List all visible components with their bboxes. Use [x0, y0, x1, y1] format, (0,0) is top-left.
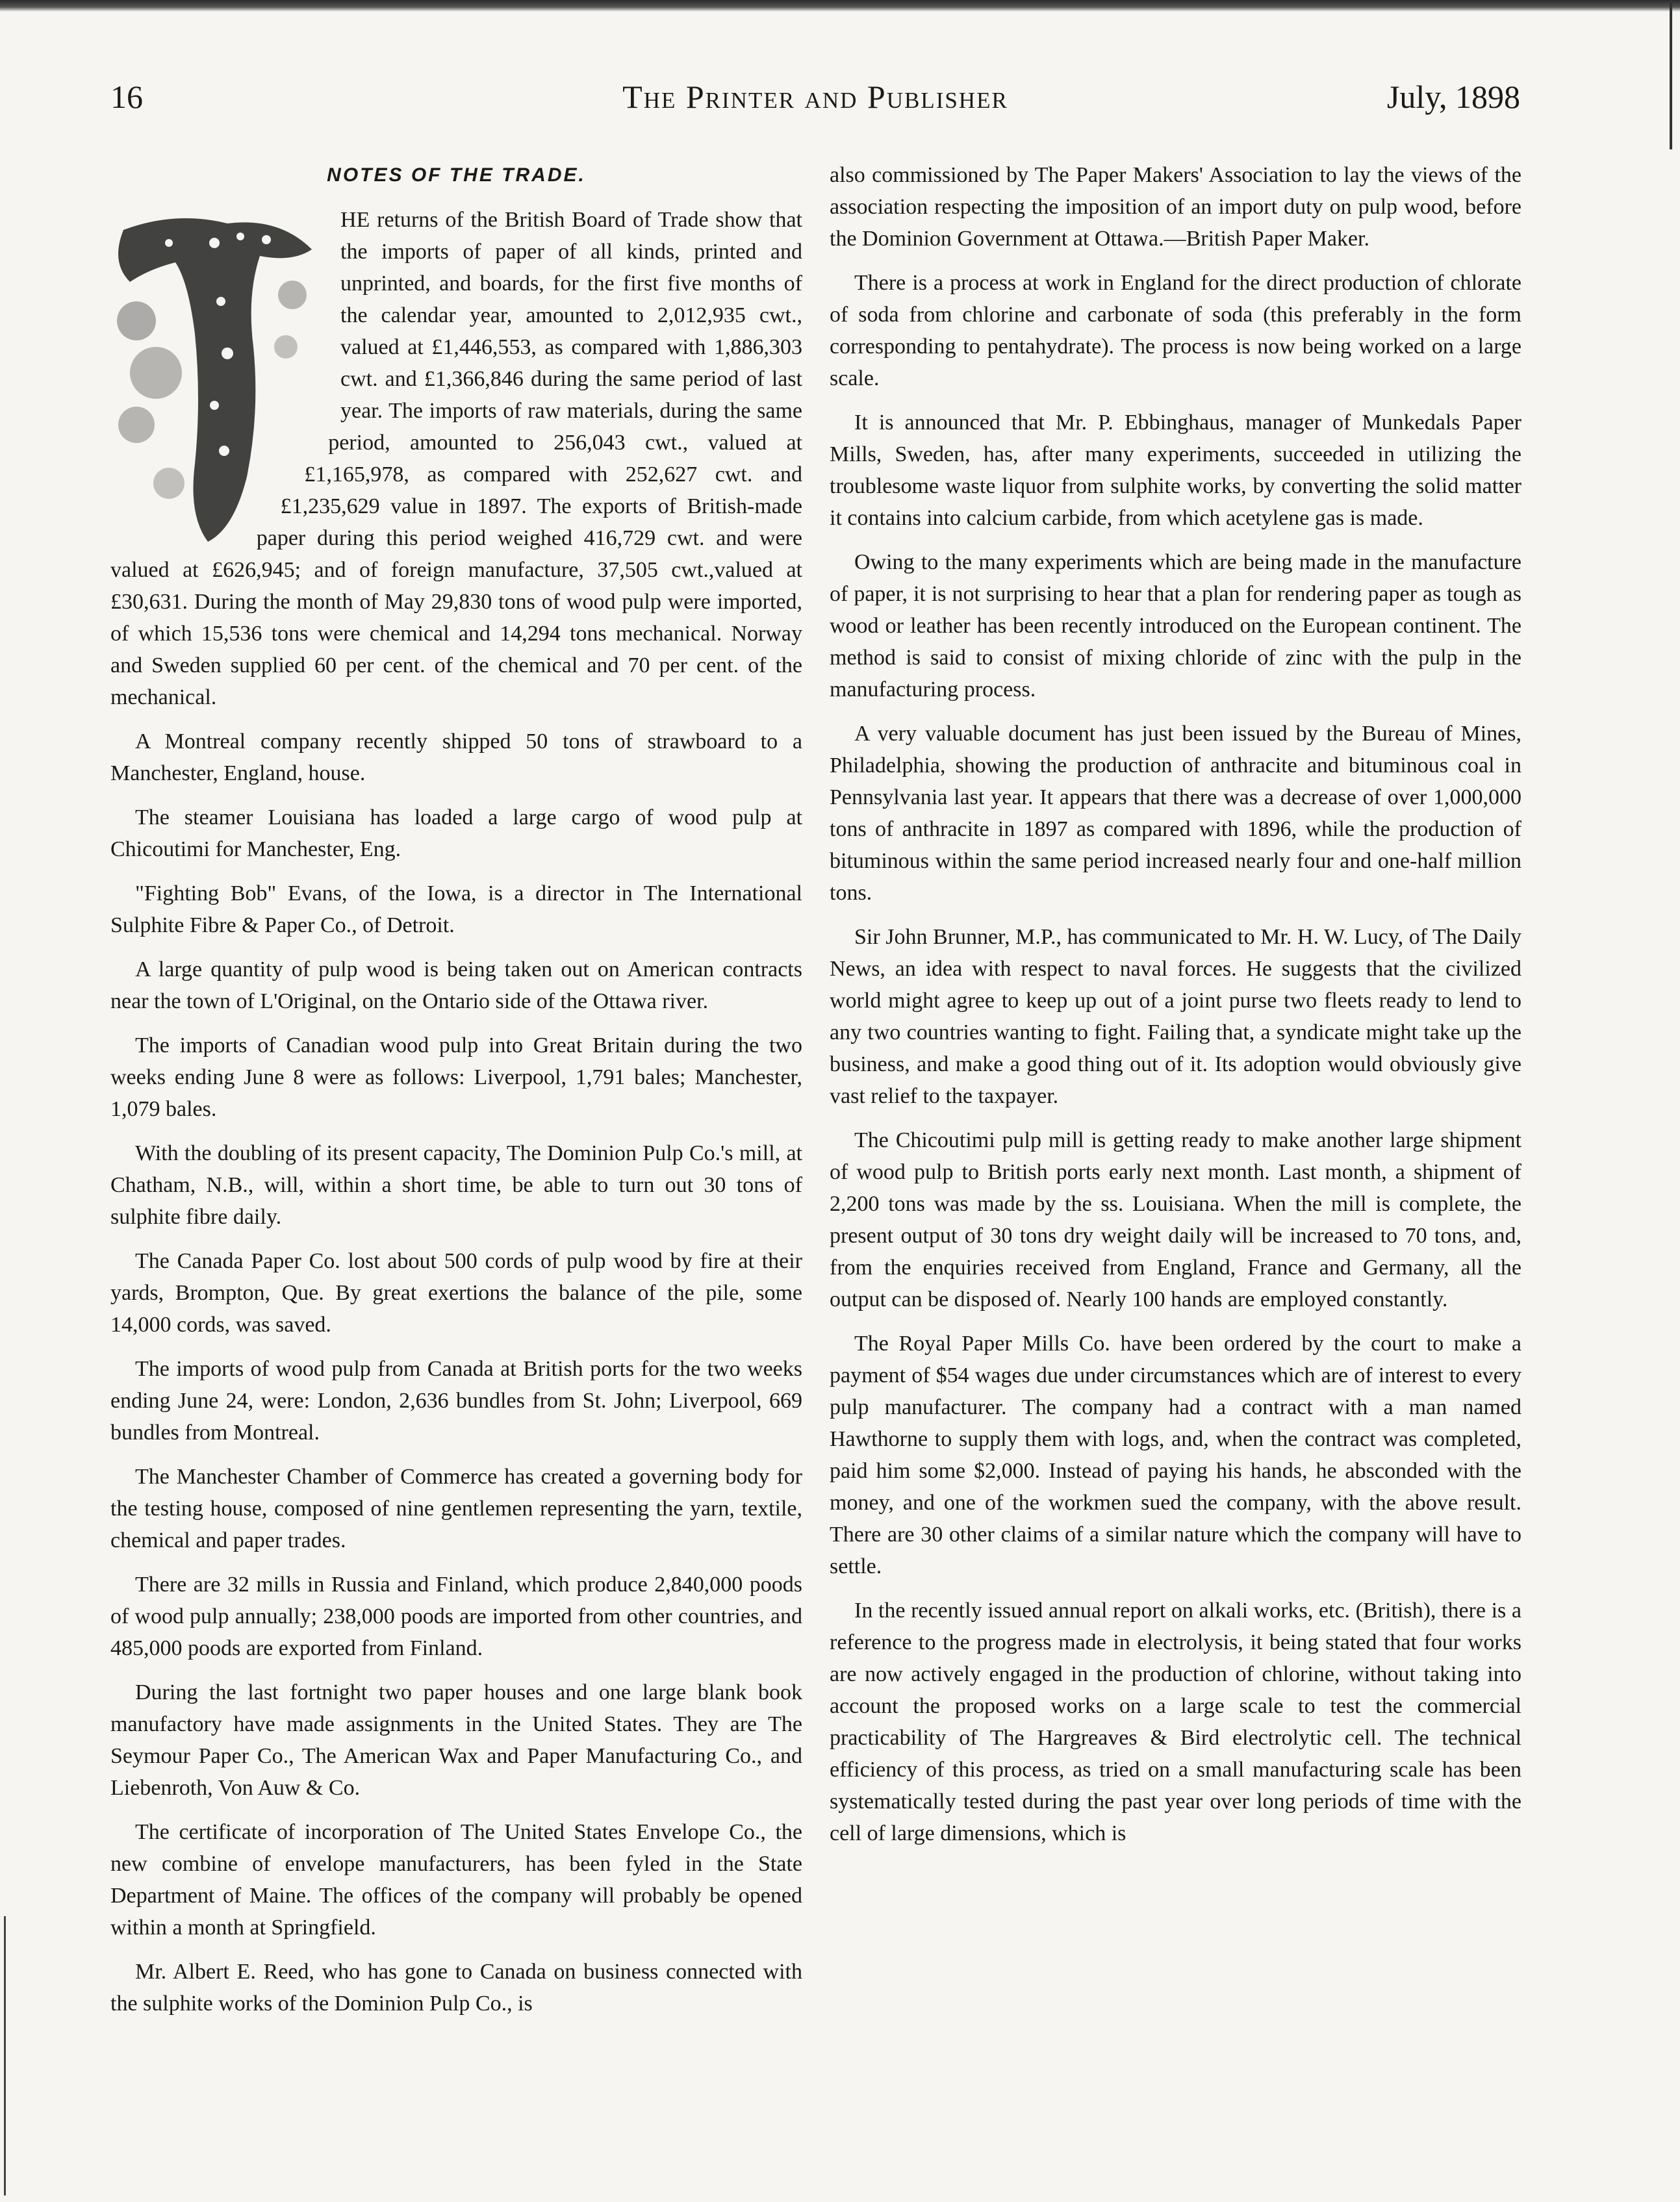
paragraph: The steamer Louisiana has loaded a large cargo of wood pulp at Chicoutimi for Manchester, Eng.	[110, 805, 802, 861]
right-edge-rule	[1670, 0, 1672, 149]
paragraph: A very valuable document has just been issued by the Bureau of Mines, Philadelphia, showing the production of anthracite and bituminous coal in Pennsylvania last year. It appears that there was a decrease of over 1,000,000 tons of anthracite in 1897 as compared with 1896, while the production of bituminous within the same period increased nearly four and one-half million tons.	[830, 722, 1521, 905]
paragraph: It is announced that Mr. P. Ebbinghaus, manager of Munkedals Paper Mills, Sweden, has, after many experiments, succeeded in utilizing the troublesome waste liquor from sulphite works, by converting the solid matter it contains into calcium carbide, from which acetylene gas is made.	[830, 411, 1521, 530]
paragraph: There is a process at work in England for the direct production of chlorate of soda from chlorine and carbonate of soda (this preferably in the form corresponding to pentahydrate). The process is now being worked on a large scale.	[830, 271, 1521, 390]
paragraph: The Manchester Chamber of Commerce has created a governing body for the testing house, composed of nine gentlemen representing the yarn, textile, chemical and paper trades.	[110, 1465, 802, 1552]
paragraph: A large quantity of pulp wood is being taken out on American contracts near the town of L'Original, on the Ontario side of the Ottawa river.	[110, 957, 802, 1013]
paragraph: The Royal Paper Mills Co. have been ordered by the court to make a payment of $54 wages due under circumstances which are of interest to every pulp manufacturer. The company had a contract with a man named Hawthorne to supply them with logs, and, when the contract was completed, paid him some $2,000. Instead of paying his hands, he absconded with the money, and one of the workmen sued the company, with the above result. There are 30 other claims of a similar nature which the company will have to settle.	[830, 1332, 1521, 1578]
paragraph: With the doubling of its present capacity, The Dominion Pulp Co.'s mill, at Chatham, N.B., will, within a short time, be able to turn out 30 tons of sulphite fibre daily.	[110, 1141, 802, 1229]
paragraph: A Montreal company recently shipped 50 tons of strawboard to a Manchester, England, house.	[110, 729, 802, 785]
paragraph: The Canada Paper Co. lost about 500 cords of pulp wood by fire at their yards, Brompton, Que. By great exertions the balance of the pile, some 14,000 cords, was saved.	[110, 1249, 802, 1337]
left-edge-rule	[4, 1916, 6, 2196]
paragraph: The Chicoutimi pulp mill is getting ready to make another large shipment of wood pulp to British ports early next month. Last month, a shipment of 2,200 tons was made by the ss. Louisiana. When the mill is complete, the present output of 30 tons dry weight daily will be increased to 70 tons, and, from the enquiries received from England, France and Germany, all the output can be disposed of. Nearly 100 hands are employed constantly.	[830, 1128, 1521, 1311]
paragraph: also commissioned by The Paper Makers' Association to lay the views of the association respecting the imposition of an import duty on pulp wood, before the Dominion Government at Ottawa.—British Paper Maker.	[830, 163, 1521, 251]
top-edge-rule	[0, 0, 1680, 12]
issue-date: July, 1898	[1386, 79, 1520, 115]
paragraph: The imports of wood pulp from Canada at British ports for the two weeks ending June 24, were: London, 2,636 bundles from St. John; Liverpool, 669 bundles from Montreal.	[110, 1357, 802, 1445]
running-header	[110, 78, 1520, 123]
paragraph: The certificate of incorporation of The United States Envelope Co., the new combine of envelope manufacturers, has been fyled in the State Department of Maine. The offices of the company will probably be opened within a month at Springfield.	[110, 1820, 802, 1940]
paragraph: HE returns of the British Board of Trade show that the imports of paper of all kinds, printed and unprinted, and boards, for the first five months of the calendar year, amounted to 2,012,935 cwt., valued at £1,446,553, as compared with 1,886,303 cwt. and £1,366,846 during the same period of last year. The imports of raw materials, during the same period, amounted to 256,043 cwt., valued at £1,165,978, as compared with 252,627 cwt. and £1,235,629 value in 1897. The exports of British-made paper during this period weighed 416,729 cwt. and were valued at £626,945; and of foreign manufacture, 37,505 cwt.,valued at £30,631. During the month of May 29,830 tons of wood pulp were imported, of which 15,536 tons were chemical and 14,294 tons mechanical. Norway and Sweden supplied 60 per cent. of the chemical and 70 per cent. of the mechanical.	[110, 208, 802, 709]
section-title: NOTES OF THE TRADE.	[327, 164, 586, 186]
paragraph: Sir John Brunner, M.P., has communicated to Mr. H. W. Lucy, of The Daily News, an idea with respect to naval forces. He suggests that the civilized world might agree to keep up out of a joint purse two fleets ready to lend to any two countries wanting to fight. Failing that, a syndicate might take up the business, and make a good thing out of it. Its adoption would obviously give vast relief to the taxpayer.	[830, 925, 1521, 1108]
paragraph: In the recently issued annual report on alkali works, etc. (British), there is a reference to the progress made in electrolysis, it being stated that four works are now actively engaged in the production of chlorine, without taking into account the proposed works on a large scale to test the commercial practicability of The Hargreaves & Bird electrolytic cell. The technical efficiency of this process, as tried on a small manufacturing scale has been systematically tested during the past year over long periods of time with the cell of large dimensions, which is	[830, 1599, 1521, 1845]
page-number: 16	[110, 79, 143, 115]
paragraph: The imports of Canadian wood pulp into Great Britain during the two weeks ending June 8 were as follows: Liverpool, 1,791 bales; Manchester, 1,079 bales.	[110, 1033, 802, 1121]
right-column	[830, 159, 1521, 1862]
left-column	[110, 159, 802, 2032]
paragraph: "Fighting Bob" Evans, of the Iowa, is a director in The International Sulphite Fibre & Paper Co., of Detroit.	[110, 881, 802, 937]
paragraph: There are 32 mills in Russia and Finland, which produce 2,840,000 poods of wood pulp annually; 238,000 poods are imported from other countries, and 485,000 poods are exported from Finland.	[110, 1573, 802, 1660]
paragraph: During the last fortnight two paper houses and one large blank book manufactory have made assignments in the United States. They are The Seymour Paper Co., The American Wax and Paper Manufacturing Co., and Liebenroth, Von Auw & Co.	[110, 1680, 802, 1800]
journal-title: The Printer and Publisher	[622, 79, 1008, 115]
paragraph: Mr. Albert E. Reed, who has gone to Canada on business connected with the sulphite works of the Dominion Pulp Co., is	[110, 1960, 802, 2016]
paragraph: Owing to the many experiments which are being made in the manufacture of paper, it is not surprising to hear that a plan for rendering paper as tough as wood or leather has been recently introduced on the European continent. The method is said to consist of mixing chloride of zinc with the pulp in the manufacturing process.	[830, 550, 1521, 702]
